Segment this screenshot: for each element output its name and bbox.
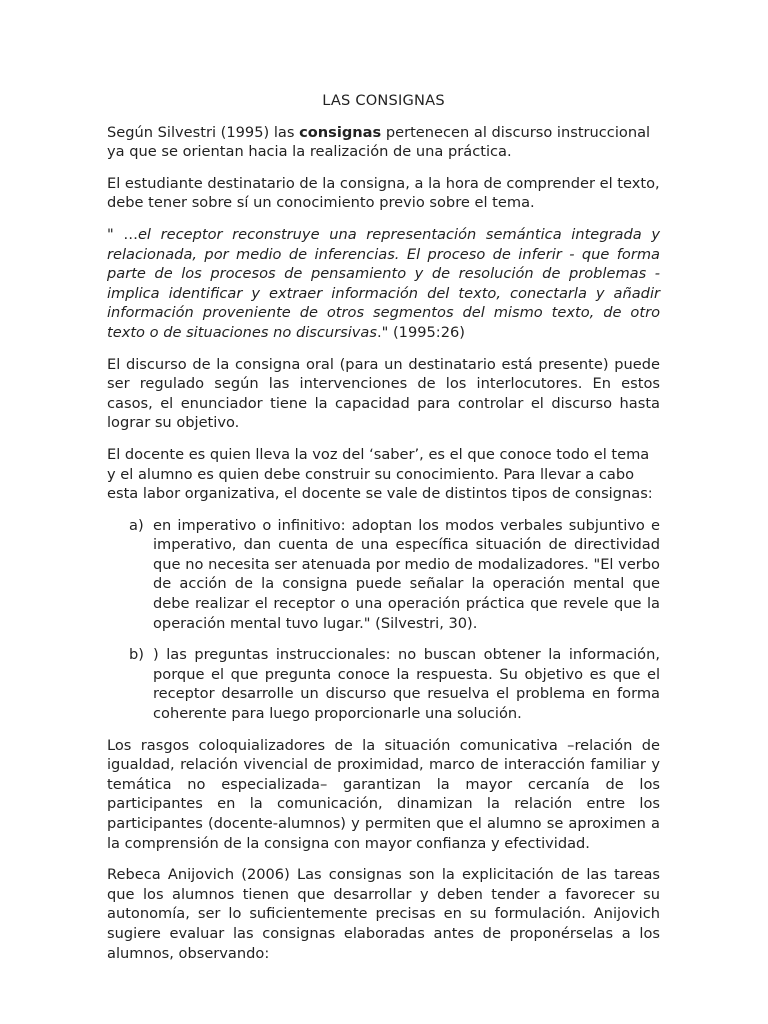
silvestri-quote xyxy=(107,225,660,343)
intro-text-before: Según Silvestri (1995) las xyxy=(107,123,300,141)
list-marker-a: a) xyxy=(129,516,144,534)
intro-bold-term: consignas xyxy=(299,123,382,141)
document-body xyxy=(107,91,660,975)
quote-open: " … xyxy=(107,225,138,243)
list-marker-b: b) xyxy=(129,646,144,664)
intro-text-after: pertenecen al discurso instruccional ya que se orientan hacia la realización de una práctica. xyxy=(107,123,651,161)
list-item-b xyxy=(107,645,660,723)
consignas-types-list xyxy=(107,516,660,724)
list-text-b: ) las preguntas instruccionales: no buscan obtener la información, porque el que pregunta conoce la respuesta. Su objetivo es que el receptor desarrolle un discurso que resuelva el problema en forma coherente para luego proporcionarle una solución. xyxy=(153,646,660,723)
paragraph-oral-discourse: El discurso de la consigna oral (para un destinatario está presente) puede ser regulado según las intervenciones de los interlocutores. En estos casos, el enunciador tiene la capacidad para controlar el discurso hasta lograr su objetivo. xyxy=(107,355,660,432)
quote-citation: ." (1995:26) xyxy=(376,323,465,341)
paragraph-intro xyxy=(107,123,660,162)
paragraph-student: El estudiante destinatario de la consigna, a la hora de comprender el texto, debe tener sobre sí un conocimiento previo sobre el tema. xyxy=(107,174,660,212)
list-item-a xyxy=(107,516,660,634)
list-text-a: en imperativo o infinitivo: adoptan los modos verbales subjuntivo e imperativo, dan cuenta de una específica situación de directividad que no necesita ser atenuada por medio de modalizadores. "El verbo de acción de la consigna puede señalar la operación mental que debe realizar el receptor o una operación práctica que revele que la operación mental tuvo lugar." (Silvestri, 30). xyxy=(153,516,660,632)
paragraph-anijovich: Rebeca Anijovich (2006) Las consignas son la explicitación de las tareas que los alumnos tienen que desarrollar y deben tender a favorecer su autonomía, ser lo suficientemente precisas en su formulación. Anijovich sugiere evaluar las consignas elaboradas antes de proponérselas a los alumnos, observando: xyxy=(107,866,660,962)
document-title: LAS CONSIGNAS xyxy=(322,92,445,109)
paragraph-colloquial-traits: Los rasgos coloquializadores de la situación comunicativa –relación de igualdad, relación vivencial de proximidad, marco de interacción familiar y temática no especializada– garantizan la mayor cercanía de los participantes en la comunicación, dinamizan la relación entre los participantes (docente-alumnos) y permiten que el alumno se aproximen a la comprensión de la consigna con mayor confianza y efectividad. xyxy=(107,736,660,852)
paragraph-teacher: El docente es quien lleva la voz del ‘saber’, es el que conoce todo el tema y el alumno es quien debe construir su conocimiento. Para llevar a cabo esta labor organizativa, el docente se vale de distintos tipos de consignas: xyxy=(107,445,653,503)
quote-italic-text: el receptor reconstruye una representación semántica integrada y relacionada, por medio de inferencias. El proceso de inferir - que forma parte de los procesos de pensamiento y de resolución de problemas - implica identificar y extraer información del texto, conectarla y añadir información proveniente de otros segmentos del mismo texto, de otro texto o de situaciones no discursivas xyxy=(107,225,660,341)
